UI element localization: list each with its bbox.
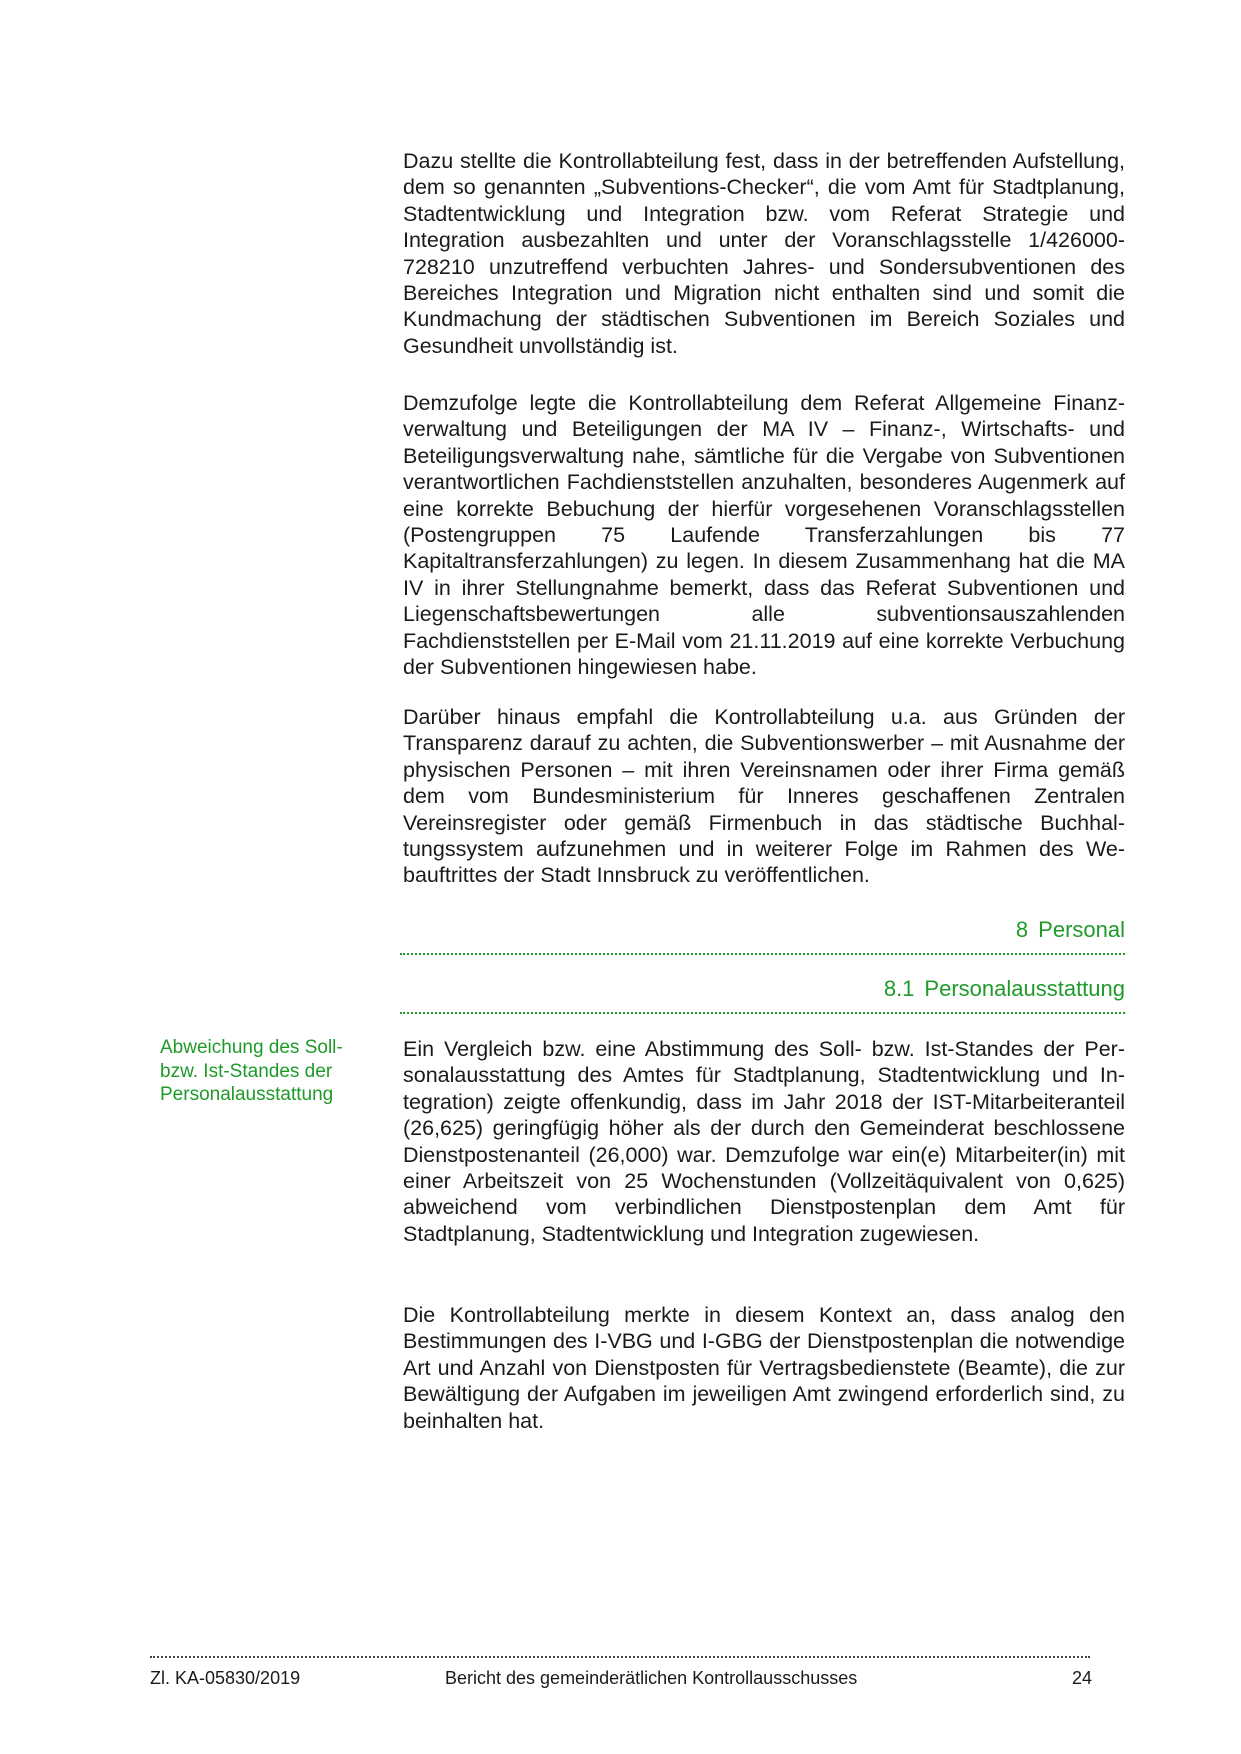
body-paragraph-2: Demzufolge legte die Kontrollabteilung dem Referat Allgemeine Finanzverwaltung und Beteiligungen der MA IV – Finanz-, Wirtschafts- und Beteiligungsverwaltung nahe, sämtliche für die Vergabe von Subventionen verantwortlichen Fachdienststellen anzuhalten, besonderes Augenmerk auf eine korrekte Bebuchung der hierfür vorgesehenen Voranschlagsstellen (Postengruppen 75 Laufende Transferzahlungen bis 77 Kapitaltransferzahlungen) zu legen. In diesem Zusammenhang hat die MA IV in ihrer Stellungnahme bemerkt, dass das Referat Subventionen und Liegenschaftsbewertungen alle subventionsauszahlenden Fachdienststellen per E-Mail vom 21.11.2019 auf eine korrekte Verbuchung der Subventionen hingewiesen habe. xyxy=(403,391,1125,680)
body-paragraph-4: Ein Vergleich bzw. eine Abstimmung des Soll- bzw. Ist-Standes der Personalausstattung des Amtes für Stadtplanung, Stadtentwicklung und Integration) zeigte offenkundig, dass im Jahr 2018 der IST-Mitarbeiteranteil (26,625) geringfügig höher als der durch den Gemeinderat beschlossene Dienstpostenanteil (26,000) war. Demzufolge war ein(e) Mitarbeiter(in) mit einer Arbeitszeit von 25 Wochenstunden (Vollzeitäquivalent von 0,625) abweichend vom verbindlichen Dienstpostenplan dem Amt für Stadtplanung, Stadtentwicklung und Integration zugewiesen. xyxy=(403,1037,1125,1246)
footer-report-title: Bericht des gemeinderätlichen Kontrollausschusses xyxy=(445,1668,858,1688)
body-paragraph-1: Dazu stellte die Kontrollabteilung fest, dass in der betreffenden Aufstellung, dem so genannten „Subventions-Checker“, die vom Amt für Stadtplanung, Stadtentwicklung und Integration bzw. vom Referat Strategie und Integration ausbezahlten und unter der Voranschlagsstelle 1/426000-728210 unzutreffend verbuchten Jahres- und Sondersubventionen des Bereiches Integration und Migration nicht enthalten sind und somit die Kundmachung der städtischen Subventionen im Bereich Soziales und Gesundheit unvollständig ist. xyxy=(403,149,1125,358)
subsection-number: 8.1 xyxy=(883,976,915,1001)
body-paragraph-5: Die Kontrollabteilung merkte in diesem Kontext an, dass analog den Bestimmungen des I-VBG und I-GBG der Dienstpostenplan die notwendige Art und Anzahl von Dienstposten für Vertragsbedienstete (Beamte), die zur Bewältigung der Aufgaben im jeweiligen Amt zwingend erforderlich sind, zu beinhalten hat. xyxy=(403,1303,1125,1433)
section-title: Personal xyxy=(1038,917,1125,942)
page-number: 24 xyxy=(1072,1668,1093,1688)
margin-note: Abweichung des Soll- bzw. Ist-Standes der Personalausstattung xyxy=(160,1037,343,1105)
body-paragraph-3: Darüber hinaus empfahl die Kontrollabteilung u.a. aus Gründen der Transparenz darauf zu achten, die Subventionswerber – mit Ausnahme der physischen Personen – mit ihren Vereinsnamen oder ihrer Firma gemäß dem vom Bundesministerium für Inneres geschaffenen Zentralen Vereinsregister oder gemäß Firmenbuch in das städtische Buchhaltungssystem aufzunehmen und in weiterer Folge im Rahmen des Webauftrittes der Stadt Innsbruck zu veröffentlichen. xyxy=(403,705,1125,888)
footer-divider xyxy=(150,1656,1090,1658)
section-heading-personal xyxy=(400,917,1125,955)
section-number: 8 xyxy=(1015,917,1029,942)
subsection-heading-personalausstattung xyxy=(400,976,1125,1014)
subsection-title: Personalausstattung xyxy=(924,976,1125,1001)
footer-reference: Zl. KA-05830/2019 xyxy=(150,1668,301,1688)
